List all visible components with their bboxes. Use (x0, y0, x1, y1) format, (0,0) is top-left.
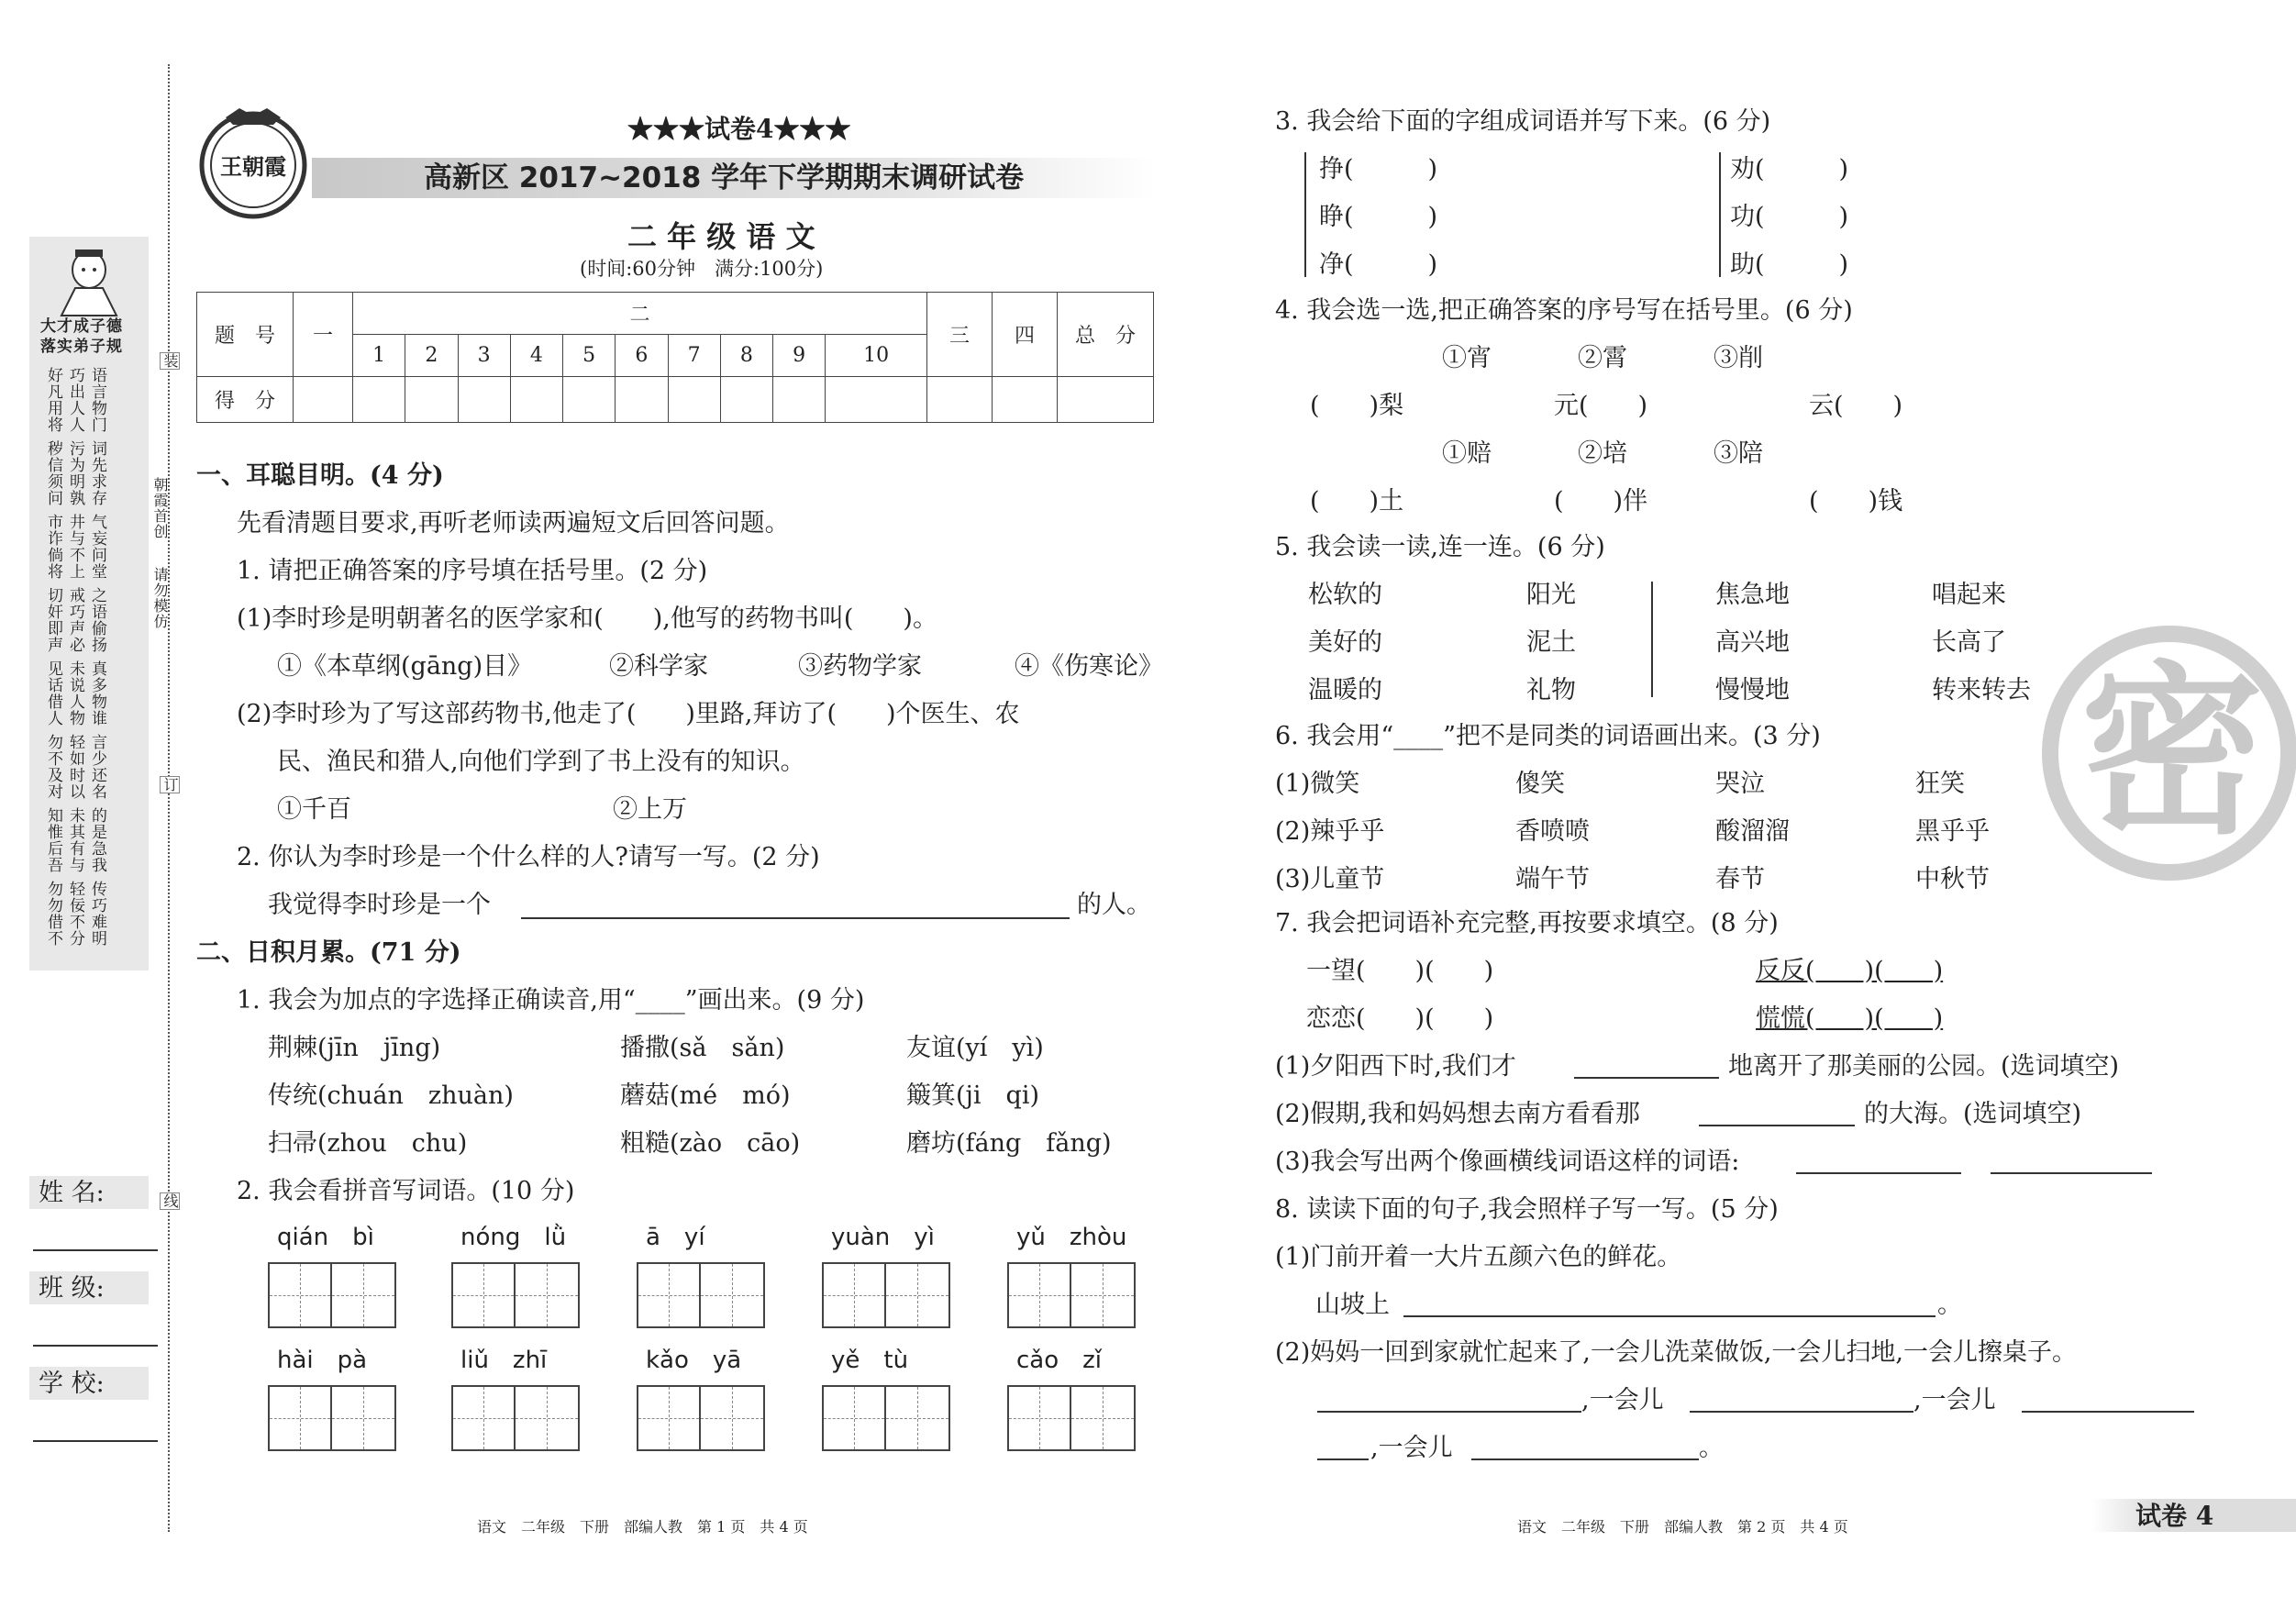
q8-2-blank-5[interactable] (1471, 1458, 1699, 1460)
q7-3-blank-2[interactable] (1991, 1172, 2152, 1174)
pinyin-item (906, 1128, 1112, 1159)
q6-word[interactable]: 狂笑 (1915, 770, 1965, 798)
score-cell[interactable] (993, 377, 1058, 423)
sidebar-verse-column: 巧出人人 (66, 367, 84, 433)
margin-note-2: 请勿模仿 (151, 567, 169, 629)
tian-cell[interactable] (270, 1264, 332, 1326)
pinyin-label: qián bì (277, 1224, 374, 1251)
sidebar-verse-column: 勿不及对 (44, 734, 62, 800)
class-field[interactable] (33, 1345, 158, 1347)
tian-grid-box[interactable] (451, 1385, 580, 1451)
exam-title: 高新区 2017~2018 学年下学期期末调研试卷 (424, 161, 1025, 194)
r-q4-title: 4. 我会选一选,把正确答案的序号写在括号里。(6 分) (1275, 296, 1853, 325)
q5-word[interactable]: 礼物 (1526, 676, 1576, 704)
logo-text: 王朝霞 (220, 153, 286, 180)
q6-word[interactable]: 哭泣 (1715, 770, 1765, 798)
q6-word[interactable]: 中秋节 (1915, 865, 1990, 893)
r-q8-1b: 山坡上 (1315, 1291, 1390, 1319)
margin-mark-zhuang: 装 (161, 353, 179, 369)
pinyin-item (268, 1128, 467, 1159)
score-cell[interactable] (1058, 377, 1154, 423)
r-q4-opt: ③陪 (1714, 439, 1763, 468)
q5-word[interactable]: 高兴地 (1715, 628, 1790, 657)
time-info: (时间:60分钟 满分:100分) (580, 258, 824, 280)
tian-cell[interactable] (701, 1387, 763, 1449)
sidebar-verse-column: 未其有与 (66, 807, 84, 873)
r-q8-2d: ,一会儿 (1370, 1434, 1453, 1462)
r-q7-title: 7. 我会把词语补充完整,再按要求填空。(8 分) (1275, 909, 1779, 937)
q3-title: 1. 我会为加点的字选择正确读音,用“____”画出来。(9 分) (237, 986, 865, 1015)
r-q3-title: 3. 我会给下面的字组成词语并写下来。(6 分) (1275, 107, 1771, 136)
pinyin-text: 粗糙(zào cāo) (620, 1129, 801, 1158)
scholar-figure (48, 244, 130, 317)
subject-title: 二 年 级 语 文 (627, 219, 815, 254)
r-q4-blank[interactable]: ( )伴 (1554, 487, 1648, 516)
publisher-logo (189, 101, 317, 220)
sidebar-verse-column: 言少还名 (88, 734, 106, 800)
pinyin-item (620, 1128, 800, 1159)
r-q6-title: 6. 我会用“____”把不是同类的词语画出来。(3 分) (1275, 722, 1821, 750)
r-q4-blank[interactable]: ( )土 (1310, 487, 1404, 516)
sidebar-verse-column: 的是急我 (88, 807, 106, 873)
left-footer: 语文 二年级 下册 部编人教 第 1 页 共 4 页 (477, 1518, 808, 1536)
q1-2-opt: ①千百 (277, 795, 351, 824)
r-q4-blank[interactable]: ( )梨 (1310, 392, 1404, 420)
r-q7-2b: 的大海。(选词填空) (1864, 1100, 2082, 1128)
score-header-3: 三 (927, 293, 993, 377)
score-sub: 6 (616, 335, 668, 377)
seal-watermark (2042, 626, 2296, 881)
r-q7-1a: (1)夕阳西下时,我们才 (1275, 1052, 1516, 1081)
sidebar-verse-column: 语言物门 (88, 367, 106, 433)
q8-2-blank-1[interactable] (1317, 1411, 1581, 1413)
sidebar-verse-column: 污为明孰 (66, 440, 84, 506)
tian-cell[interactable] (1071, 1264, 1134, 1326)
r-q5-title: 5. 我会读一读,连一连。(6 分) (1275, 533, 1605, 561)
r-q8-2e: 。 (1699, 1434, 1724, 1462)
tian-grid-box[interactable] (268, 1385, 396, 1451)
r-q7-word[interactable]: 恋恋( )( ) (1306, 1004, 1494, 1033)
pinyin-label: ā yí (646, 1224, 705, 1251)
tian-cell[interactable] (1071, 1387, 1134, 1449)
sidebar-motto-1: 大才成子德 (40, 317, 123, 336)
q5-word[interactable]: 美好的 (1308, 628, 1382, 657)
sidebar-verse-column: 气妄问堂 (88, 514, 106, 580)
sidebar-verse-column: 戒巧声必 (66, 587, 84, 653)
sidebar-verse-column: 轻佞不分 (66, 881, 84, 947)
tian-grid-box[interactable] (822, 1385, 950, 1451)
pinyin-label: hài pà (277, 1347, 368, 1374)
sidebar-verse-column: 勿勿借不 (44, 881, 62, 947)
q1-1: (1)李时珍是明朝著名的医学家和( ),他写的药物书叫( )。 (237, 604, 937, 633)
r-q4-blank[interactable]: ( )钱 (1809, 487, 1903, 516)
q5-word[interactable]: 阳光 (1526, 581, 1576, 609)
r-q7-1b: 地离开了那美丽的公园。(选词填空) (1728, 1052, 2120, 1081)
pinyin-text: 友谊(yí yì) (906, 1034, 1044, 1062)
score-sub: 9 (773, 335, 826, 377)
paper-badge: ★★★试卷4★★★ (627, 114, 851, 144)
r-q8-1c: 。 (1937, 1291, 1962, 1319)
pinyin-text: 蘑菇(mé mó) (620, 1081, 791, 1110)
r-q3-item: 挣( ) (1319, 155, 1438, 183)
q4-title: 2. 我会看拼音写词语。(10 分) (237, 1177, 575, 1205)
pinyin-item (620, 1033, 784, 1064)
q5-word[interactable]: 唱起来 (1932, 581, 2006, 609)
margin-dotted-line (168, 64, 170, 1532)
q2-answer-line[interactable] (521, 917, 1070, 919)
q5-word[interactable]: 慢慢地 (1715, 676, 1790, 704)
r-q4-blank[interactable]: 元( ) (1554, 392, 1648, 420)
bracket-right (1719, 152, 1721, 277)
pinyin-text: 传统(chuán zhuàn) (268, 1081, 514, 1110)
right-footer: 语文 二年级 下册 部编人教 第 2 页 共 4 页 (1517, 1518, 1848, 1536)
r-q7-3: (3)我会写出两个像画横线词语这样的词语: (1275, 1148, 1740, 1176)
sidebar-verse-column: 之语偷扬 (88, 587, 106, 653)
school-field[interactable] (33, 1440, 158, 1442)
q5-word[interactable]: 松软的 (1308, 581, 1382, 609)
score-cell[interactable] (773, 377, 826, 423)
q2-title: 2. 你认为李时珍是一个什么样的人?请写一写。(2 分) (237, 843, 820, 871)
score-cell[interactable] (927, 377, 993, 423)
school-label: 学 校: (39, 1370, 105, 1398)
score-header-4: 四 (993, 293, 1058, 377)
tian-cell[interactable] (701, 1264, 763, 1326)
pinyin-label: kǎo yā (646, 1347, 742, 1374)
pinyin-label: yuàn yì (831, 1224, 935, 1251)
q6-word[interactable]: 春节 (1715, 865, 1765, 893)
score-cell[interactable] (668, 377, 720, 423)
tian-grid-box[interactable] (822, 1262, 950, 1328)
q1-2a: (2)李时珍为了写这部药物书,他走了( )里路,拜访了( )个医生、农 (237, 700, 1020, 728)
r-q4-opt: ①宵 (1442, 344, 1492, 372)
q5-word[interactable]: 长高了 (1932, 628, 2006, 657)
score-cell[interactable] (353, 377, 405, 423)
pinyin-label: yǔ zhòu (1016, 1224, 1127, 1251)
tian-cell[interactable] (638, 1387, 701, 1449)
tian-cell[interactable] (886, 1387, 948, 1449)
bracket-left (1304, 152, 1306, 277)
tian-cell[interactable] (824, 1387, 886, 1449)
score-cell[interactable] (616, 377, 668, 423)
q1-title: 1. 请把正确答案的序号填在括号里。(2 分) (237, 557, 708, 585)
q5-word[interactable]: 转来转去 (1932, 676, 2031, 704)
r-q8-2c: ,一会儿 (1913, 1386, 1996, 1414)
r-q8-2: (2)妈妈一回到家就忙起来了,一会儿洗菜做饭,一会儿扫地,一会儿擦桌子。 (1275, 1338, 2077, 1367)
tian-cell[interactable] (270, 1387, 332, 1449)
q2-suffix: 的人。 (1077, 891, 1151, 919)
sidebar-verses (39, 367, 139, 963)
score-cell[interactable] (405, 377, 458, 423)
q6-word[interactable]: (2)辣乎乎 (1275, 817, 1385, 846)
q8-2-blank-3[interactable] (2022, 1411, 2194, 1413)
score-header-2: 二 (353, 293, 927, 335)
r-q3-item: 助( ) (1730, 250, 1849, 279)
score-sub: 7 (668, 335, 720, 377)
score-table (196, 292, 1154, 423)
r-q4-opt: ②霄 (1578, 344, 1627, 372)
tian-cell[interactable] (453, 1387, 516, 1449)
sidebar-verse-column: 轻如时以 (66, 734, 84, 800)
class-label: 班 级: (39, 1274, 105, 1303)
q6-word[interactable]: (1)微笑 (1275, 770, 1360, 798)
sidebar-verse-column: 知惟后吾 (44, 807, 62, 873)
score-header-label: 题 号 (197, 293, 294, 377)
tian-grid-box[interactable] (1007, 1385, 1136, 1451)
q6-word[interactable]: 黑乎乎 (1915, 817, 1990, 846)
r-q3-item: 劝( ) (1730, 155, 1849, 183)
sidebar-verse-column: 好凡用将 (44, 367, 62, 433)
score-sub: 1 (353, 335, 405, 377)
seal-text: 密 (2080, 644, 2265, 859)
tian-cell[interactable] (638, 1264, 701, 1326)
score-sub: 4 (510, 335, 562, 377)
q6-word[interactable]: 香喷喷 (1515, 817, 1590, 846)
pinyin-label: cǎo zǐ (1016, 1347, 1103, 1374)
tian-grid-box[interactable] (268, 1262, 396, 1328)
q1-2b: 民、渔民和猎人,向他们学到了书上没有的知识。 (277, 748, 805, 776)
r-q3-item: 净( ) (1319, 250, 1438, 279)
q5-word[interactable]: 温暖的 (1308, 676, 1382, 704)
tian-cell[interactable] (453, 1264, 516, 1326)
name-label: 姓 名: (39, 1179, 105, 1207)
pinyin-text: 扫帚(zhou chu) (268, 1129, 468, 1158)
section1-title: 一、耳聪目明。(4 分) (196, 461, 444, 490)
q5-divider (1651, 582, 1653, 697)
corner-badge: 试卷 4 (2135, 1501, 2214, 1531)
q8-2-blank-4[interactable] (1317, 1458, 1369, 1460)
pinyin-label: yě tù (831, 1347, 909, 1374)
pinyin-item (906, 1033, 1044, 1064)
section2-title: 二、日积月累。(71 分) (196, 938, 461, 967)
r-q8-2b: ,一会儿 (1581, 1386, 1664, 1414)
pinyin-item (906, 1081, 1039, 1112)
q1-1-opt: ②科学家 (609, 652, 708, 681)
tian-grid-box[interactable] (637, 1262, 765, 1328)
q1-1-opt: ①《本草纲(gāng)目》 (277, 652, 533, 681)
section1-intro: 先看清题目要求,再听老师读两遍短文后回答问题。 (237, 509, 790, 538)
r-q7-word[interactable]: 反反( )( ) (1756, 957, 1944, 985)
r-q4-opt: ①赔 (1442, 439, 1492, 468)
q6-word[interactable]: (3)儿童节 (1275, 865, 1385, 893)
sidebar-verse-column: 词先求存 (88, 440, 106, 506)
pinyin-text: 荆棘(jīn jīng) (268, 1034, 441, 1062)
q7-1-blank[interactable] (1574, 1077, 1719, 1079)
sidebar-verse-column: 秽信须问 (44, 440, 62, 506)
sidebar-verse-column: 见话借人 (44, 660, 62, 726)
tian-cell[interactable] (1009, 1387, 1071, 1449)
r-q8-1: (1)门前开着一大片五颜六色的鲜花。 (1275, 1243, 1682, 1271)
q7-3-blank-1[interactable] (1796, 1172, 1961, 1174)
score-sub: 3 (458, 335, 510, 377)
q8-1-blank[interactable] (1403, 1315, 1936, 1317)
r-q3-item: 睁( ) (1319, 203, 1438, 231)
tian-cell[interactable] (1009, 1264, 1071, 1326)
pinyin-item (268, 1081, 514, 1112)
name-field[interactable] (33, 1249, 158, 1251)
q1-1-opt: ④《伤寒论》 (1015, 652, 1163, 681)
tian-cell[interactable] (332, 1264, 394, 1326)
pinyin-text: 簸箕(ji qi) (906, 1081, 1039, 1110)
margin-mark-xian: 线 (161, 1193, 179, 1209)
score-header-1: 一 (294, 293, 353, 377)
r-q4-blank[interactable]: 云( ) (1809, 392, 1903, 420)
sidebar-verse-column: 未说人物 (66, 660, 84, 726)
score-row-label: 得 分 (197, 377, 294, 423)
sidebar-motto-2: 落实弟子规 (40, 338, 123, 356)
pinyin-item (268, 1033, 440, 1064)
sidebar-verse-column: 传巧难明 (88, 881, 106, 947)
tian-grid-box[interactable] (451, 1262, 580, 1328)
sidebar-verse-column: 真多物谁 (88, 660, 106, 726)
score-cell[interactable] (563, 377, 616, 423)
score-cell[interactable] (826, 377, 927, 423)
score-sub: 8 (720, 335, 772, 377)
sidebar-verse-column: 切奸即声 (44, 587, 62, 653)
sidebar-verse-column: 井与不上 (66, 514, 84, 580)
pinyin-text: 播撒(sǎ sǎn) (620, 1034, 785, 1062)
q7-2-blank[interactable] (1699, 1125, 1855, 1126)
pinyin-label: liǔ zhī (460, 1347, 548, 1374)
tian-cell[interactable] (516, 1387, 578, 1449)
r-q8-title: 8. 读读下面的句子,我会照样子写一写。(5 分) (1275, 1195, 1779, 1224)
pinyin-label: nóng lǜ (460, 1224, 567, 1251)
tian-cell[interactable] (516, 1264, 578, 1326)
r-q7-word[interactable]: 慌慌( )( ) (1756, 1004, 1944, 1033)
score-sub: 5 (563, 335, 616, 377)
q6-word[interactable]: 端午节 (1515, 865, 1590, 893)
tian-grid-box[interactable] (637, 1385, 765, 1451)
score-cell[interactable] (720, 377, 772, 423)
sidebar-verse-column: 市诈倘将 (44, 514, 62, 580)
tian-cell[interactable] (886, 1264, 948, 1326)
pinyin-item (620, 1081, 791, 1112)
tian-grid-box[interactable] (1007, 1262, 1136, 1328)
score-header-total: 总 分 (1058, 293, 1154, 377)
q5-word[interactable]: 泥土 (1526, 628, 1576, 657)
margin-mark-ding: 订 (161, 777, 179, 793)
score-cell[interactable] (294, 377, 353, 423)
tian-cell[interactable] (824, 1264, 886, 1326)
q6-word[interactable]: 酸溜溜 (1715, 817, 1790, 846)
q5-word[interactable]: 焦急地 (1715, 581, 1790, 609)
pinyin-text: 磨坊(fáng fǎng) (906, 1129, 1112, 1158)
q1-1-opt: ③药物学家 (798, 652, 922, 681)
r-q4-opt: ③削 (1714, 344, 1763, 372)
tian-cell[interactable] (332, 1387, 394, 1449)
score-cell[interactable] (458, 377, 510, 423)
q6-word[interactable]: 傻笑 (1515, 770, 1565, 798)
q1-2-opt: ②上万 (613, 795, 687, 824)
margin-note-1: 朝霞首创 (151, 477, 169, 539)
q2-prefix: 我觉得李时珍是一个 (268, 891, 491, 919)
score-sub: 2 (405, 335, 458, 377)
r-q3-item: 功( ) (1730, 203, 1849, 231)
score-sub: 10 (826, 335, 927, 377)
score-cell[interactable] (510, 377, 562, 423)
r-q4-opt: ②培 (1578, 439, 1627, 468)
r-q7-word[interactable]: 一望( )( ) (1306, 957, 1494, 985)
r-q7-2a: (2)假期,我和妈妈想去南方看看那 (1275, 1100, 1640, 1128)
q8-2-blank-2[interactable] (1690, 1411, 1913, 1413)
